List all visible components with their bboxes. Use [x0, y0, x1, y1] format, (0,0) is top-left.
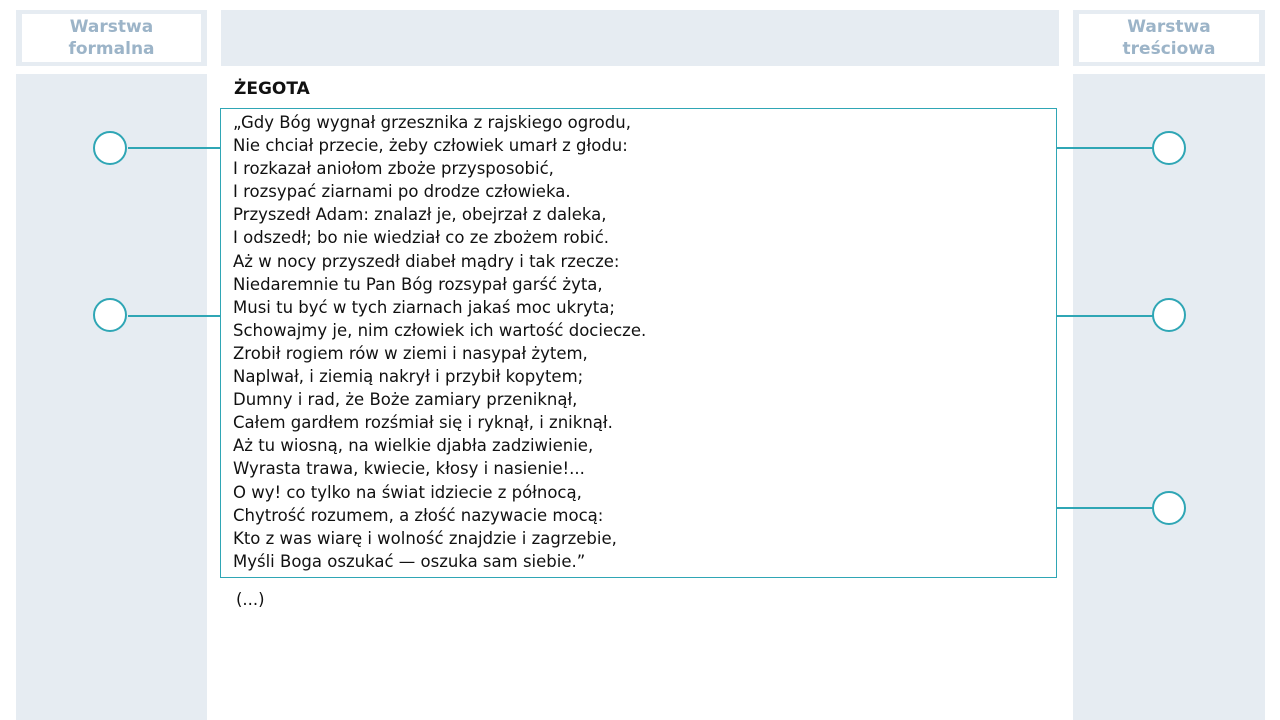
poem-line: Musi tu być w tych ziarnach jakaś moc ukryta; — [233, 297, 615, 317]
poem-title: ŻEGOTA — [234, 79, 310, 99]
left-column-divider — [16, 66, 207, 74]
content-layer-header — [1079, 14, 1259, 62]
poem-line: Niedaremnie tu Pan Bóg rozsypał garść żyta, — [233, 274, 603, 294]
poem-text — [233, 111, 646, 573]
poem-line: Zrobił rogiem rów w ziemi i nasypał żytem, — [233, 343, 588, 363]
formal-layer-header-text: Warstwa formalna — [68, 17, 155, 59]
annotation-node-left-1[interactable] — [93, 131, 127, 165]
connector-left-1 — [128, 147, 220, 149]
poem-line: Całem gardłem rozśmiał się i ryknął, i zniknął. — [233, 413, 613, 433]
annotation-node-right-1[interactable] — [1152, 131, 1186, 165]
annotation-node-left-2[interactable] — [93, 298, 127, 332]
poem-line: Wyrasta trawa, kwiecie, kłosy i nasienie!... — [233, 459, 585, 479]
formal-layer-header — [22, 14, 201, 62]
content-layer-header-text: Warstwa treściowa — [1122, 17, 1216, 59]
connector-right-1 — [1057, 147, 1153, 149]
poem-line: Chytrość rozumem, a złość nazywacie mocą: — [233, 505, 604, 525]
connector-right-3 — [1057, 507, 1153, 509]
poem-line: Myśli Boga oszukać — oszuka sam siebie.” — [233, 551, 586, 571]
poem-line: Schowajmy je, nim człowiek ich wartość dociecze. — [233, 320, 647, 340]
poem-line: I rozkazał aniołom zboże przysposobić, — [233, 159, 554, 179]
poem-ellipsis: (...) — [236, 590, 265, 609]
poem-line: Naplwał, i ziemią nakrył i przybił kopytem; — [233, 367, 584, 387]
poem-line: Dumny i rad, że Boże zamiary przeniknął, — [233, 390, 578, 410]
poem-line: Kto z was wiarę i wolność znajdzie i zagrzebie, — [233, 528, 617, 548]
formal-layer-column — [16, 10, 207, 720]
poem-line: I rozsypać ziarnami po drodze człowieka. — [233, 182, 571, 202]
annotation-node-right-3[interactable] — [1152, 491, 1186, 525]
right-column-divider — [1073, 66, 1265, 74]
poem-line: Przyszedł Adam: znalazł je, obejrzał z daleka, — [233, 205, 607, 225]
content-layer-column — [1073, 10, 1265, 720]
poem-line: Nie chciał przecie, żeby człowiek umarł z głodu: — [233, 136, 628, 156]
annotation-node-right-2[interactable] — [1152, 298, 1186, 332]
poem-line: Aż w nocy przyszedł diabeł mądry i tak rzecze: — [233, 251, 620, 271]
poem-line: „Gdy Bóg wygnał grzesznika z rajskiego ogrodu, — [233, 113, 631, 132]
top-center-panel — [221, 10, 1059, 66]
connector-right-2 — [1057, 315, 1153, 317]
poem-line: Aż tu wiosną, na wielkie djabła zadziwienie, — [233, 436, 594, 456]
connector-left-2 — [128, 315, 220, 317]
poem-line: O wy! co tylko na świat idziecie z północą, — [233, 482, 582, 502]
poem-line: I odszedł; bo nie wiedział co ze zbożem robić. — [233, 228, 610, 248]
